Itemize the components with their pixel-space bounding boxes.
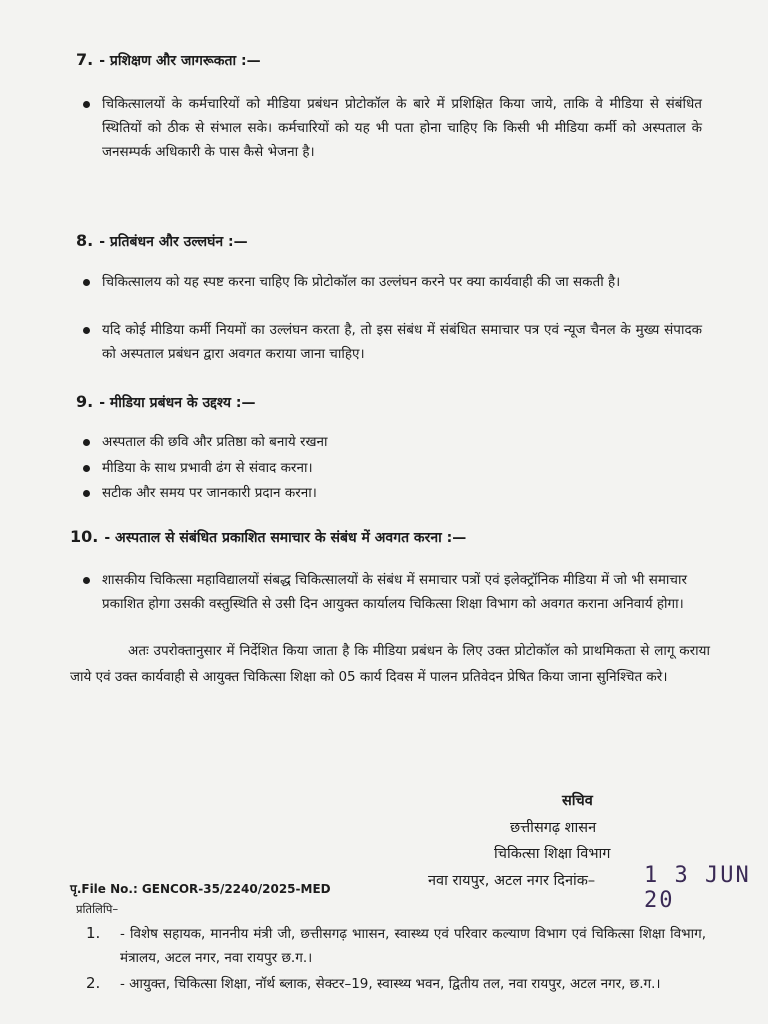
bullet-icon: [83, 439, 90, 446]
section-title: - मीडिया प्रबंधन के उद्दश्य :—: [99, 395, 256, 411]
section-9-heading: [76, 392, 255, 412]
list-item: [102, 456, 702, 480]
copy-text: - आयुक्त, चिकित्सा शिक्षा, नॉर्थ ब्लाक, सेक्टर–19, स्वास्थ्य भवन, द्वितीय तल, नवा रायपुर, अटल नगर, छ.ग.।: [120, 976, 661, 992]
list-item: [102, 270, 702, 294]
bullet-icon: [83, 279, 90, 286]
copy-number: 2.: [86, 974, 101, 992]
section-number: 8.: [76, 231, 94, 250]
date-stamp: 1 3 JUN 20: [644, 863, 751, 913]
copy-item: [86, 972, 706, 996]
list-item: [102, 481, 702, 505]
copy-label: प्रतिलिपि–: [76, 902, 119, 916]
bullet-text: यदि कोई मीडिया कर्मी नियमों का उल्लंघन करता है, तो इस संबंध में संबंधित समाचार पत्र एवं न्यूज चैनल के मुख्य संपादक को अस्पताल प्रबंधन द्वारा अवगत कराया जाना चाहिए।: [102, 322, 702, 362]
bullet-text: अस्पताल की छवि और प्रतिष्ठा को बनाये रखना: [102, 434, 328, 450]
bullet-text: चिकित्सालय को यह स्पष्ट करना चाहिए कि प्रोटोकॉल का उल्लंघन करने पर क्या कार्यवाही की जा सकती है।: [102, 274, 621, 290]
signature-designation: सचिव: [562, 793, 593, 809]
section-title: - अस्पताल से संबंधित प्रकाशित समाचार के संबंध में अवगत करना :—: [104, 530, 467, 546]
bullet-icon: [83, 101, 90, 108]
copy-number: 1.: [86, 924, 101, 942]
bullet-text: मीडिया के साथ प्रभावी ढंग से संवाद करना।: [102, 460, 313, 476]
closing-paragraph: अतः उपरोक्तानुसार में निर्देशित किया जाता है कि मीडिया प्रबंधन के लिए उक्त प्रोटोकॉल को प्राथमिकता से लागू कराया जाये एवं उक्त कार्यवाही से आयुक्त चिकित्सा शिक्षा को 05 कार्य दिवस में पालन प्रतिवेदन प्रेषित किया जाना सुनिश्चित करे।: [70, 643, 710, 685]
bullet-icon: [83, 577, 90, 584]
list-item: [102, 568, 687, 616]
bullet-icon: [83, 490, 90, 497]
file-number: पृ.File No.: GENCOR-35/2240/2025-MED: [70, 882, 331, 896]
bullet-text: चिकित्सालयों के कर्मचारियों को मीडिया प्रबंधन प्रोटोकॉल के बारे में प्रशिक्षित किया जाये, ताकि वे मीडिया से संबंधित स्थितियों को ठीक से संभाल सके। कर्मचारियों को यह भी पता होना चाहिए कि किसी भी मीडिया कर्मी को अस्पताल के जनसम्पर्क अधिकारी के पास कैसे भेजना है।: [102, 96, 702, 160]
section-title: - प्रशिक्षण और जागरूकता :—: [99, 53, 261, 69]
section-10-heading: [70, 527, 466, 547]
section-number: 7.: [76, 50, 94, 69]
section-number: 9.: [76, 392, 94, 411]
bullet-icon: [83, 327, 90, 334]
section-8-heading: [76, 231, 248, 251]
bullet-text: सटीक और समय पर जानकारी प्रदान करना।: [102, 485, 317, 501]
bullet-icon: [83, 465, 90, 472]
section-title: - प्रतिबंधन और उल्लघंन :—: [99, 234, 248, 250]
list-item: [102, 430, 702, 454]
section-7-heading: [76, 50, 261, 70]
copy-text: - विशेष सहायक, माननीय मंत्री जी, छत्तीसगढ़ भाासन, स्वास्थ्य एवं परिवार कल्याण विभाग एवं चिकित्सा शिक्षा विभाग, मंत्रालय, अटल नगर, नवा रायपुर छ.ग.।: [120, 926, 706, 966]
list-item: [102, 318, 702, 366]
bullet-text: शासकीय चिकित्सा महाविद्यालयों संबद्ध चिकित्सालयों के संबंध में समाचार पत्रों एवं इलेक्ट्रॉनिक मीडिया में जो भी समाचार प्रकाशित होगा उसकी वस्तुस्थिति से उसी दिन आयुक्त कार्यालय चिकित्सा शिक्षा विभाग को अवगत कराना अनिवार्य होगा।: [102, 572, 687, 612]
section-number: 10.: [70, 527, 99, 546]
signature-government: छत्तीसगढ़ शासन: [510, 820, 597, 836]
signature-department: चिकित्सा शिक्षा विभाग: [494, 846, 611, 862]
list-item: [102, 92, 702, 164]
signature-place-date: नवा रायपुर, अटल नगर दिनांक–: [428, 873, 596, 889]
copy-item: [86, 922, 706, 970]
